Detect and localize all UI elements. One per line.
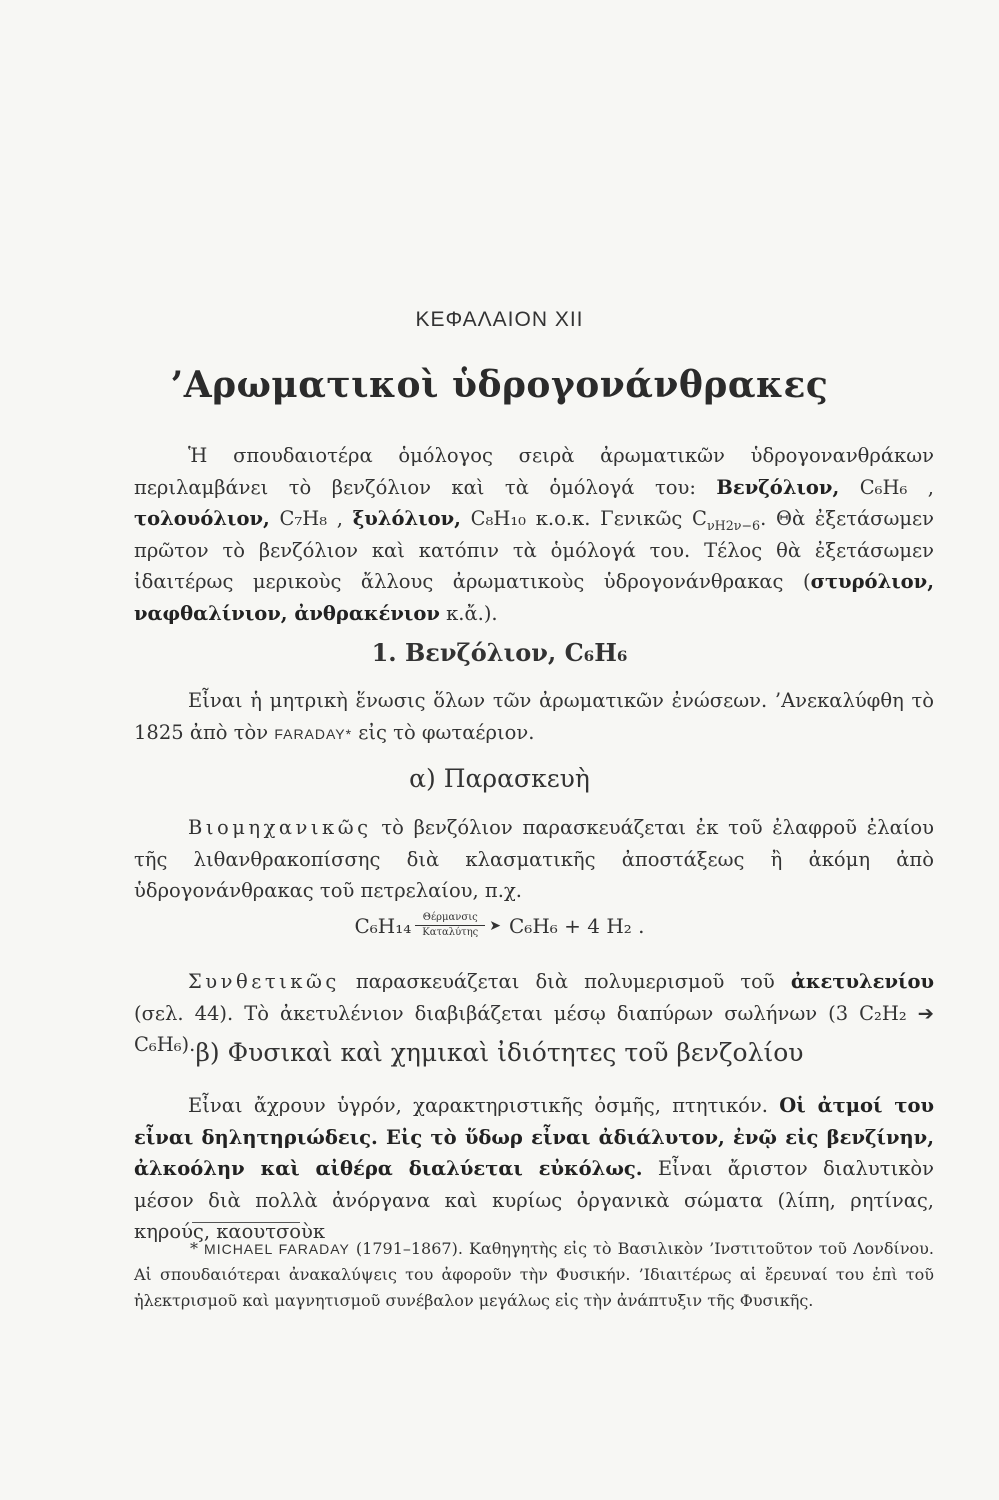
condition-catalyst: Καταλύτης [422, 927, 479, 938]
para4-text-1: Εἶναι ἄχρουν ὑγρόν, χαρακτηριστικῆς ὀσμῆς, πτητικόν. [188, 1094, 780, 1117]
para3-text-1: παρασκευάζεται διὰ πολυμερισμοῦ τοῦ [339, 970, 791, 993]
section-benzene-heading: 1. Βενζόλιον, C₆H₆ [371, 638, 628, 667]
footnote [134, 1236, 934, 1314]
footnote-marker: * [190, 1239, 205, 1258]
para3-text-2: (σελ. 44). Τὸ ἀκετυλένιον διαβιβάζεται μέσῳ διαπύρων σωλήνων (3 C₂H₂ ➔ C₆H₆). [134, 1001, 934, 1056]
footnote-text: (1791–1867). Καθηγητὴς εἰς τὸ Βασιλικὸν ’Ινστιτοῦτον τοῦ Λονδίνου. Αἱ σπουδαιότεραι ἀνακαλύψεις του ἀφοροῦν τὴν Φυσικήν. ’Ιδιαιτέρως αἱ ἔρευναί του ἐπὶ τοῦ ἠλεκτρισμοῦ καὶ μαγνητισμοῦ συνέβαλον μεγάλως εἰς τὴν ἀνάπτυξιν τῆς Φυσικῆς. [134, 1239, 934, 1310]
para3-spaced-word: Συνθετικῶς [188, 970, 340, 993]
arrow-icon: ➤ [489, 917, 501, 934]
intro-paragraph [134, 440, 934, 629]
intro-text-2: κ.ο.κ. Γενικῶς C [526, 507, 707, 530]
equation-products: C₆H₆ + 4 H₂ . [509, 913, 645, 938]
section-b-heading: β) Φυσικαὶ καὶ χημικαὶ ἰδιότητες τοῦ βενζολίου [195, 1038, 804, 1067]
footnote-divider [192, 1222, 300, 1223]
intro-formula-xylene: C₈H₁₀ [460, 507, 527, 530]
section-a-heading: α) Παρασκευὴ [409, 764, 590, 793]
properties-paragraph [134, 1090, 934, 1248]
intro-bold-others: στυρόλιον, ναφθαλίνιον, ἀνθρακένιον [134, 570, 934, 625]
reaction-equation [0, 912, 999, 939]
para1-text-2: εἰς τὸ φωταέριον. [352, 720, 535, 744]
para4-text-2: Εἶναι ἄριστον διαλυτικὸν μέσον διὰ πολλὰ ἀνόργανα καὶ κυρίως ὀργανικὰ σώματα (λίπη, ρητίνας, κηρούς, καουτσοὺκ [134, 1157, 934, 1243]
para2-text: τὸ βενζόλιον παρασκευάζεται ἐκ τοῦ ἐλαφροῦ ἐλαίου τῆς λιθανθρακοπίσσης διὰ κλασματικῆς ἀποστάξεως ἢ ἀκόμη ἀπὸ ὑδρογονάνθρακας τοῦ πετρελαίου, π.χ. [134, 816, 934, 902]
condition-heating: Θέρμανσις [422, 912, 478, 923]
intro-text-4: κ.ἄ.). [439, 601, 498, 625]
benzene-intro-paragraph [134, 685, 934, 750]
intro-bold-xylene: ξυλόλιον, [352, 507, 461, 530]
preparation-paragraph [134, 812, 934, 907]
intro-formula-benzene: C₆H₆ , [839, 475, 934, 499]
equation-conditions [415, 912, 485, 939]
intro-bold-toluene: τολουόλιον, [134, 507, 270, 530]
condition-line [415, 925, 485, 926]
chapter-title: ’Αρωματικοὶ ὑδρογονάνθρακες [170, 364, 829, 406]
intro-general-formula-sub: νH [706, 517, 726, 533]
intro-bold-benzene: Βενζόλιον, [716, 475, 840, 499]
para3-bold-acetylene: ἀκετυλενίου [790, 970, 934, 993]
para1-faraday: FARADAY* [274, 725, 353, 742]
intro-text-3: . Θὰ ἐξετάσωμεν πρῶτον τὸ βενζόλιον καὶ κατόπιν τὰ ὁμόλογά του. Τέλος θὰ ἐξετάσωμεν ἰδαιτέρως μερικοὺς ἄλλους ἀρωματικοὺς ὑδρογονάνθρακας ( [134, 507, 934, 593]
equation-reactant: C₆H₁₄ [354, 913, 412, 938]
footnote-name: MICHAEL FARADAY [204, 1241, 350, 1257]
intro-text-1: Ἡ σπουδαιοτέρα ὁμόλογος σειρὰ ἀρωματικῶν ὑδρογονανθράκων περιλαμβάνει τὸ βενζόλιον καὶ τὰ ὁμόλογά του: [134, 444, 934, 499]
intro-formula-toluene: C₇H₈ , [269, 507, 353, 530]
para1-text-1: Εἶναι ἡ μητρικὴ ἕνωσις ὅλων τῶν ἀρωματικῶν ἐνώσεων. ’Ανεκαλύφθη τὸ 1825 ἀπὸ τὸν [134, 689, 934, 744]
intro-general-formula-sub2: 2ν−6 [725, 517, 761, 533]
para4-bold-text: Οἱ ἀτμοί του εἶναι δηλητηριώδεις. Εἰς τὸ ὕδωρ εἶναι ἀδιάλυτον, ἐνῷ εἰς βενζίνην, ἀλκοόλην καὶ αἰθέρα διαλύεται εὐκόλως. [134, 1094, 934, 1180]
para2-spaced-word: Βιομηχανικῶς [188, 816, 372, 839]
chapter-heading: ΚΕΦΑΛΑΙΟΝ XII [415, 308, 584, 331]
